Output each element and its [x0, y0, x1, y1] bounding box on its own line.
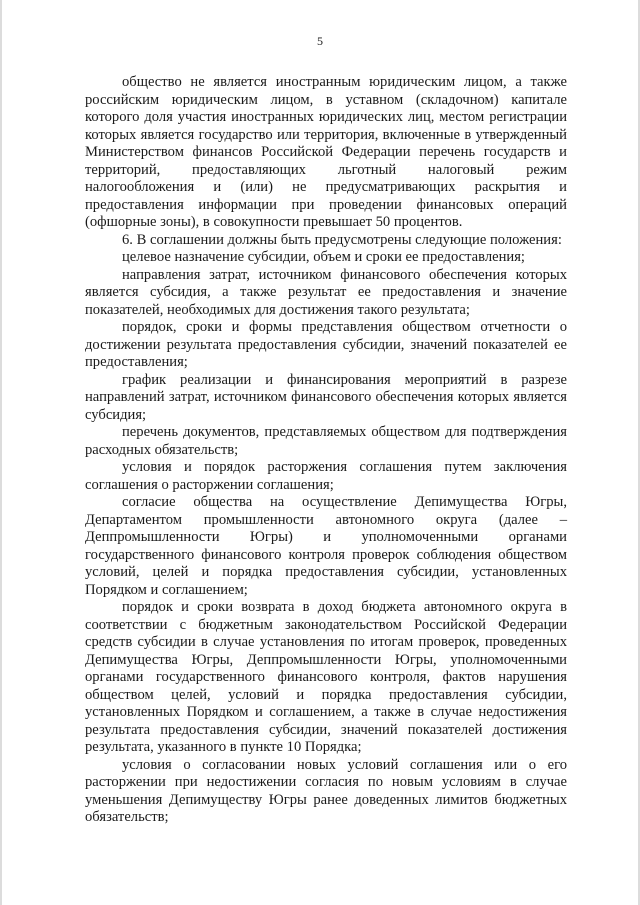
paragraph-schedule: график реализации и финансирования мероприятий в разрезе направлений затрат, источником финансового обеспечения которых является субсидия; — [85, 371, 567, 423]
scan-edge-left — [0, 0, 2, 905]
paragraph-new-conditions: условия о согласовании новых условий соглашения или о его расторжении при недостижении согласия по новым условиям в случае уменьшения Депимуществу Югры ранее доведенных лимитов бюджетных обязательств; — [85, 756, 567, 825]
paragraph-offshore: общество не является иностранным юридическим лицом, а также российским юридическим лицом, в уставном (складочном) капитале которого доля участия иностранных юридических лиц, местом регистрации которых является государство или территория, включенные в утвержденный Министерством финансов Российской Федерации перечень государств и территорий, предоставляющих льготный налоговый режим налогообложения и (или) не предусматривающих раскрытия и предоставления информации при проведении финансовых операций (офшорные зоны), в совокупности превышает 50 процентов. — [85, 74, 567, 230]
paragraph-documents: перечень документов, представляемых обществом для подтверждения расходных обязательств; — [85, 424, 567, 458]
paragraph-consent: согласие общества на осуществление Депимущества Югры, Департаментом промышленности автономного округа (далее – Деппромышленности Югры) и уполномоченными органами государственного финансового контроля проверок соблюдения обществом условий, целей и порядка предоставления субсидии, установленных Порядком и соглашением; — [85, 494, 567, 598]
page-number: 5 — [317, 34, 323, 48]
document-body — [85, 74, 567, 827]
paragraph-purpose: целевое назначение субсидии, объем и сроки ее предоставления; — [122, 249, 525, 265]
paragraph-termination: условия и порядок расторжения соглашения путем заключения соглашения о расторжении соглашения; — [85, 459, 567, 493]
paragraph-reporting: порядок, сроки и формы представления обществом отчетности о достижении результата предоставления субсидии, значений показателей ее предоставления; — [85, 319, 567, 370]
paragraph-item-6: 6. В соглашении должны быть предусмотрены следующие положения: — [122, 231, 562, 248]
paragraph-expense-directions: направления затрат, источником финансового обеспечения которых является субсидия, а также результат ее предоставления и значение показателей, необходимых для достижения такого результата; — [85, 266, 567, 318]
paragraph-refund: порядок и сроки возврата в доход бюджета автономного округа в соответствии с бюджетным законодательством Российской Федерации средств субсидии в случае установления по итогам проверок, проведенных Депимущества Югры, Деппромышленности Югры, уполномоченными органами государственного финансового контроля, фактов нарушения обществом целей, условий и порядка предоставления субсидии, установленных Порядком и соглашением, а также в случае недостижения результата предоставления субсидии, значений показателей достижения результата, указанного в пункте 10 Порядка; — [85, 599, 567, 755]
